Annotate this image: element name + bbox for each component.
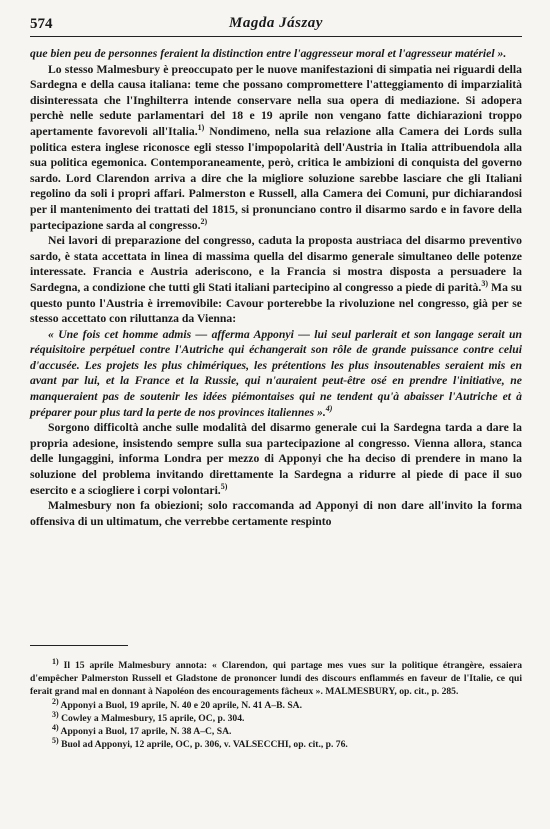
body-text [30, 46, 522, 529]
paragraph: Nei lavori di preparazione del congresso, caduta la proposta austriaca del disarmo preventivo sardo, è stata accettata in linea di massima quella del disarmo generale simultaneo delle potenze interessate. Francia e Austria aderiscono, e la Francia si mostra disposta a persuadere la Sardegna, a condizione che tutti gli Stati italiani partecipino al congresso a piede di parità.$^{3)}$ Ma su questo punto l'Austria è irremovibile: Cavour porterebbe la rivoluzione nel congresso, già per se stesso accettato con riluttanza da Vienna: [30, 234, 522, 326]
footnotes [30, 656, 522, 751]
page-number: 574 [30, 16, 53, 32]
footnote: $^{3)}$ Cowley a Malmesbury, 15 aprile, OC, p. 304. [52, 709, 245, 724]
quotation: « Une fois cet homme admis — afferma Apponyi — lui seul parlerait et son langage serait un réquisitoire perpétuel contre l'Autriche qui échangerait son rôle de grande puissance contre celui d'accusée. Les projets les plus chimériques, les prétentions les plus insoutenables seraient mis en avant par lui, et la France et la Russie, qui n'auraient peut-être osé en prendre l'initiative, ne manqueraient pas de soutenir les idées piémontaises qui ne tendent qu'à abaisser l'Autriche et à préparer pour plus tard la perte de nos provinces italiennes ».$^{4)}$ [30, 327, 522, 419]
paragraph: Sorgono difficoltà anche sulle modalità del disarmo generale cui la Sardegna tarda a dare la propria adesione, insistendo sempre sulla sua partecipazione al congresso. Vienna allora, stanca delle lungaggini, informa Londra per mezzo di Apponyi che ha deciso di prendere in mano la soluzione del problema invitando direttamente la Sardegna a ridurre al piede di pace il suo esercito e a sciogliere i corpi volontari.$^{5)}$ [30, 421, 522, 497]
paragraph: Malmesbury non fa obiezioni; solo raccomanda ad Apponyi di non dare all'invito la forma offensiva di un ultimatum, che verrebbe certamente respinto [30, 499, 522, 528]
footnote: $^{5)}$ Buol ad Apponyi, 12 aprile, OC, p. 306, v. VALSECCHI, op. cit., p. 76. [52, 736, 348, 751]
footnote: $^{4)}$ Apponyi a Buol, 17 aprile, N. 38 A–C, SA. [52, 722, 232, 738]
paragraph: que bien peu de personnes feraient la distinction entre l'aggresseur moral et l'agresseur matériel ». [30, 47, 507, 60]
running-head: Magda Jászay [229, 15, 323, 31]
footnote-rule [30, 645, 128, 646]
paragraph: Lo stesso Malmesbury è preoccupato per le nuove manifestazioni di simpatia nei riguardi della Sardegna e della causa italiana: teme che possano compromettere l'atteggiamento di imparzialità disinteressata che l'Inghilterra intende conservare nella sua opera di mediazione. Si adopera perchè nelle sedute parlamentari del 18 e 19 aprile non vengano fatte dichiarazioni troppo apertamente favorevoli all'Italia.$^{1)}$ Nondimeno, nella sua relazione alla Camera dei Lords sulla politica estera inglese riconosce egli stesso l'impopolarità dell'Austria in Italia attribuendola alla sua politica egemonica. Contemporaneamente, però, critica le ambizioni di conquista del governo sardo. Lord Clarendon arriva a dire che la migliore soluzione sarebbe lasciare che gli Italiani regolino da soli i propri affari. Palmerston e Russell, alla Camera dei Comuni, pur dichiarandosi per il mantenimento dei trattati del 1815, si pronunciano contro il disarmo sardo e in favore della partecipazione sarda al congresso.$^{2)}$ [30, 62, 522, 232]
page-header [30, 14, 522, 37]
footnote: $^{1)}$ Il 15 aprile Malmesbury annota: « Clarendon, qui partage mes vues sur la politique étrangère, essaiera d'empêcher Palmerston Russell et Gladstone de prononcer lundi des discours enflammés en faveur de l'Italie, ce qui ferait grand mal en donnant à Napoléon des encouragements fâcheux ». MALMESBURY, op. cit., p. 285. [30, 656, 522, 698]
footnote: $^{2)}$ Apponyi a Buol, 19 aprile, N. 40 e 20 aprile, N. 41 A–B. SA. [52, 696, 303, 711]
